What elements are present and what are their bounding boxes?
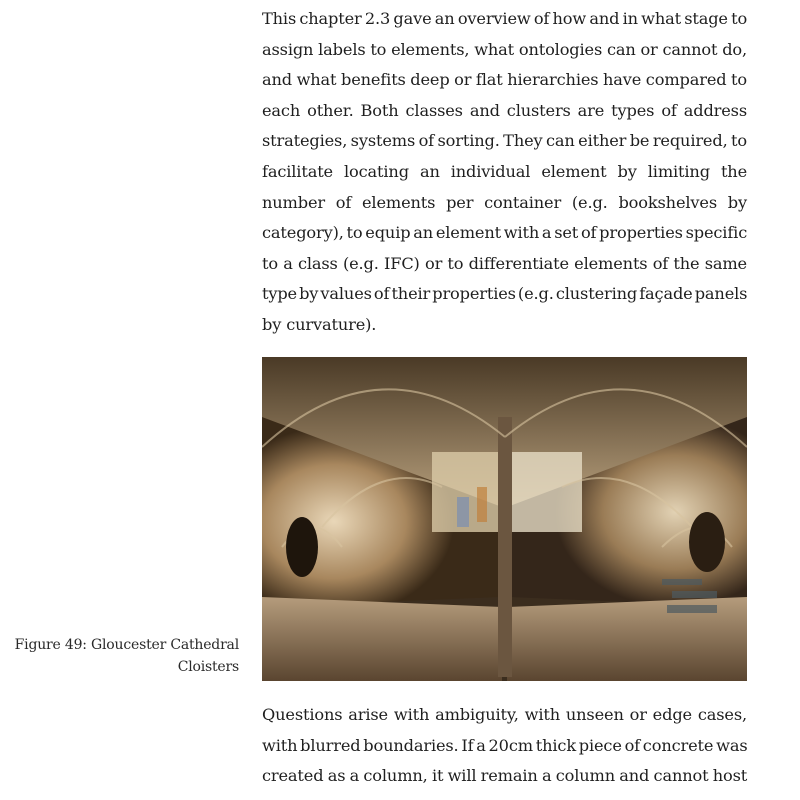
- text-line: type by values of their properties (e.g. clustering façade panels: [262, 284, 748, 304]
- text-line: number of elements per container (e.g. bookshelves by: [262, 192, 747, 212]
- text-line: Questions arise with ambiguity, with unseen or edge cases,: [262, 705, 747, 724]
- text-line: to a class (e.g. IFC) or to differentiate elements of the same: [262, 253, 747, 273]
- figure-caption: [0, 634, 239, 678]
- caption-line: Cloisters: [177, 659, 239, 675]
- text-line: This chapter 2.3 gave an overview of how and in what stage to: [262, 9, 748, 28]
- text-line: with blurred boundaries. If a 20cm thick piece of concrete was: [262, 735, 748, 755]
- body-paragraph-1: [262, 4, 747, 341]
- body-paragraph-2: [262, 700, 747, 792]
- text-line: strategies, systems of sorting. They can either be required, to: [262, 131, 747, 151]
- text-line: each other. Both classes and clusters are types of address: [262, 100, 747, 120]
- cloister-photo: [262, 357, 747, 681]
- text-line: by curvature).: [262, 314, 377, 334]
- text-line: and what benefits deep or flat hierarchies have compared to: [262, 70, 747, 90]
- text-line: facilitate locating an individual element by limiting the: [262, 161, 747, 181]
- text-line: category), to equip an element with a set of properties specific: [262, 223, 748, 243]
- text-line: assign labels to elements, what ontologies can or cannot do,: [262, 39, 747, 59]
- text-line: created as a column, it will remain a column and cannot host: [262, 766, 748, 786]
- cloister-photo-illustration: [262, 357, 747, 681]
- caption-line: Figure 49: Gloucester Cathedral: [14, 637, 239, 653]
